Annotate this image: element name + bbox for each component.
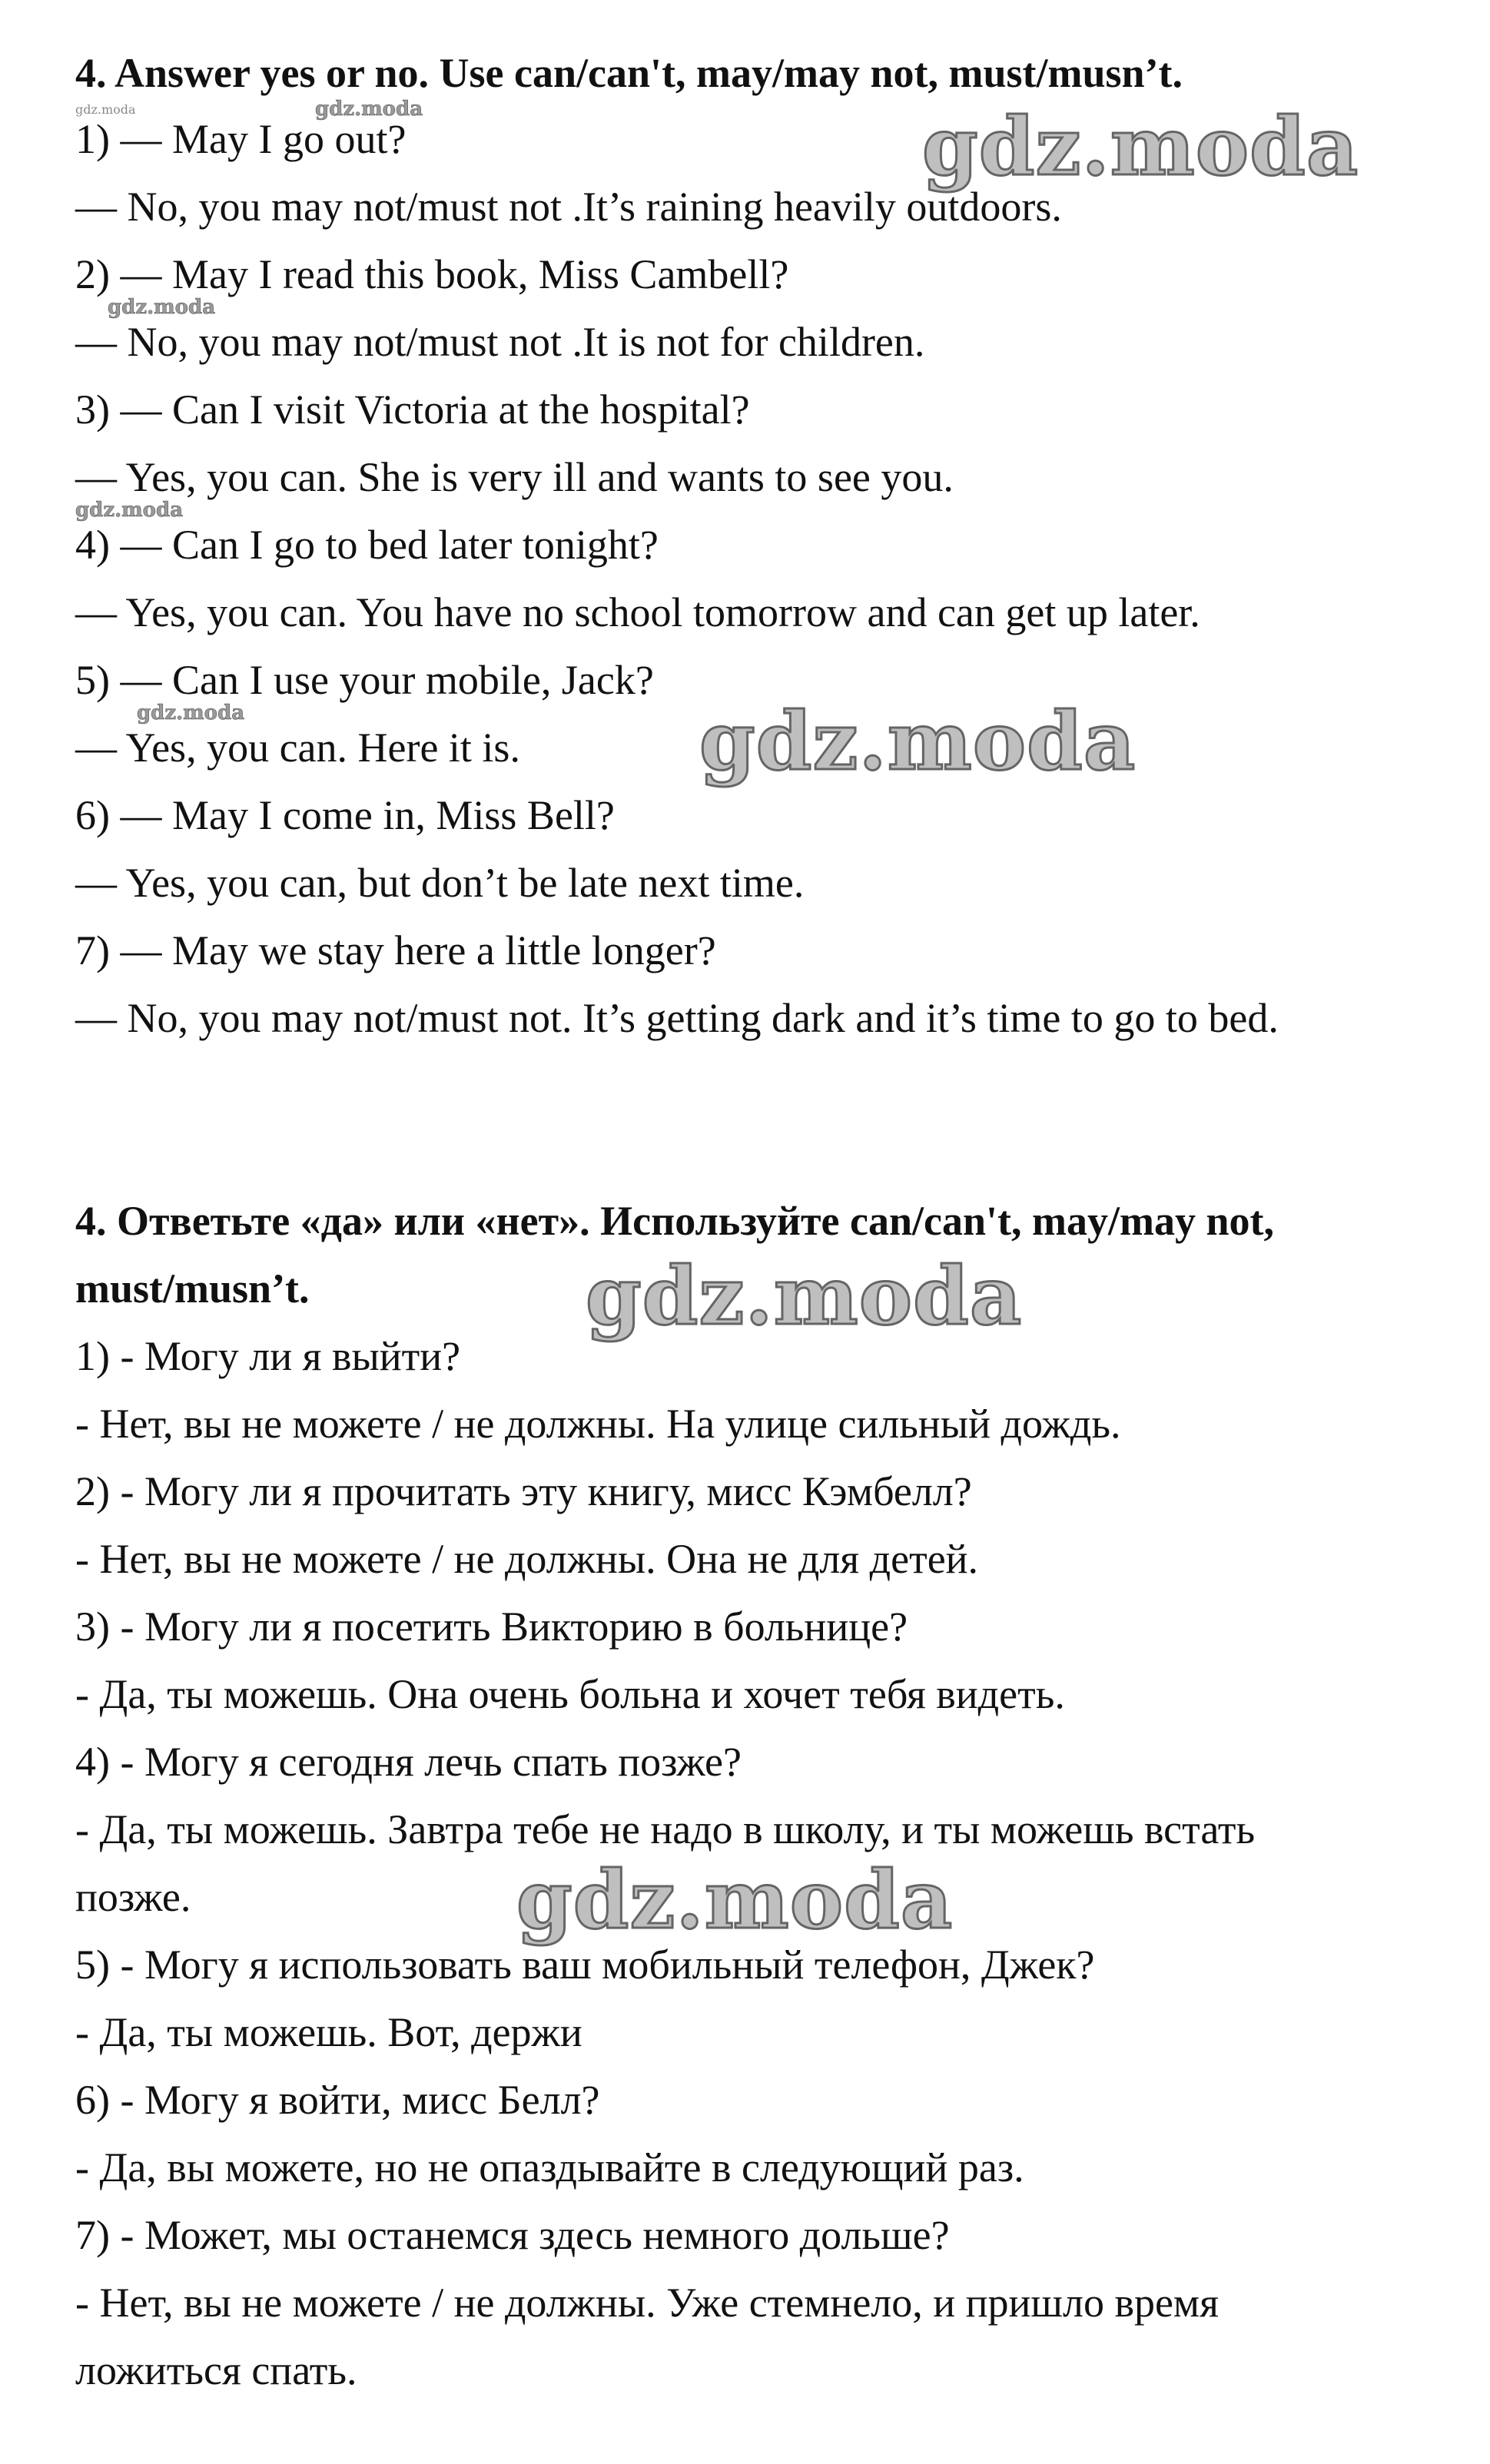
watermark-small: gdz.moda <box>137 701 245 725</box>
english-line: 6) — May I come in, Miss Bell? <box>75 792 615 838</box>
russian-line: 1) - Могу ли я выйти? <box>75 1333 461 1379</box>
english-line: 1) — May I go out? <box>75 116 407 162</box>
watermark-small: gdz.moda <box>315 98 423 121</box>
russian-line: 5) - Могу я использовать ваш мобильный телефон, Джек? <box>75 1942 1095 1988</box>
russian-line: 7) - Может, мы останемся здесь немного дольше? <box>75 2212 950 2258</box>
english-line: 5) — Can I use your mobile, Jack? <box>75 657 654 703</box>
english-line: — Yes, you can. She is very ill and wants to see you. <box>75 454 954 500</box>
english-line: — No, you may not/must not .It’s raining heavily outdoors. <box>75 184 1062 230</box>
english-heading: 4. Answer yes or no. Use can/can't, may/may not, must/musn’t. <box>75 50 1183 96</box>
russian-heading-line1: 4. Ответьте «да» или «нет». Используйте can/can't, may/may not, <box>75 1198 1274 1244</box>
russian-heading-line2: must/musn’t. <box>75 1265 310 1312</box>
watermark-small: gdz.moda <box>75 499 184 522</box>
russian-line: - Нет, вы не можете / не должны. Она не для детей. <box>75 1536 979 1582</box>
watermark-logo: gdz.moda <box>699 694 1137 788</box>
english-line: 2) — May I read this book, Miss Cambell? <box>75 251 789 297</box>
english-line: 4) — Can I go to bed later tonight? <box>75 522 659 568</box>
english-line: — Yes, you can, but don’t be late next time. <box>75 860 805 906</box>
russian-line: - Нет, вы не можете / не должны. Уже стемнело, и пришло время <box>75 2280 1219 2326</box>
russian-line: 2) - Могу ли я прочитать эту книгу, мисс Кэмбелл? <box>75 1468 972 1514</box>
watermark-logo: gdz.moda <box>586 1249 1023 1343</box>
russian-line: - Нет, вы не можете / не должны. На улице сильный дождь. <box>75 1401 1121 1447</box>
english-line: — No, you may not/must not. It’s getting dark and it’s time to go to bed. <box>75 995 1279 1041</box>
english-line: 7) — May we stay here a little longer? <box>75 927 716 973</box>
russian-line: - Да, ты можешь. Вот, держи <box>75 2009 582 2055</box>
english-line: — No, you may not/must not .It is not for children. <box>75 319 925 365</box>
watermark-logo: gdz.moda <box>516 1852 954 1947</box>
watermark-tiny: gdz.moda <box>75 102 136 117</box>
english-line: 3) — Can I visit Victoria at the hospital? <box>75 386 750 433</box>
russian-line: - Да, вы можете, но не опаздывайте в следующий раз. <box>75 2144 1024 2190</box>
russian-line: позже. <box>75 1874 191 1920</box>
watermark-small: gdz.moda <box>108 296 216 319</box>
russian-line: - Да, ты можешь. Завтра тебе не надо в школу, и ты можешь встать <box>75 1806 1256 1852</box>
watermark-logo: gdz.moda <box>922 99 1359 194</box>
russian-line: 3) - Могу ли я посетить Викторию в больнице? <box>75 1603 908 1650</box>
english-line: — Yes, you can. You have no school tomorrow and can get up later. <box>75 589 1200 635</box>
russian-line: - Да, ты можешь. Она очень больна и хочет тебя видеть. <box>75 1671 1065 1717</box>
russian-line: 4) - Могу я сегодня лечь спать позже? <box>75 1739 742 1785</box>
english-line: — Yes, you can. Here it is. <box>75 725 520 771</box>
russian-line: 6) - Могу я войти, мисс Белл? <box>75 2077 600 2123</box>
russian-line: ложиться спать. <box>75 2347 357 2393</box>
